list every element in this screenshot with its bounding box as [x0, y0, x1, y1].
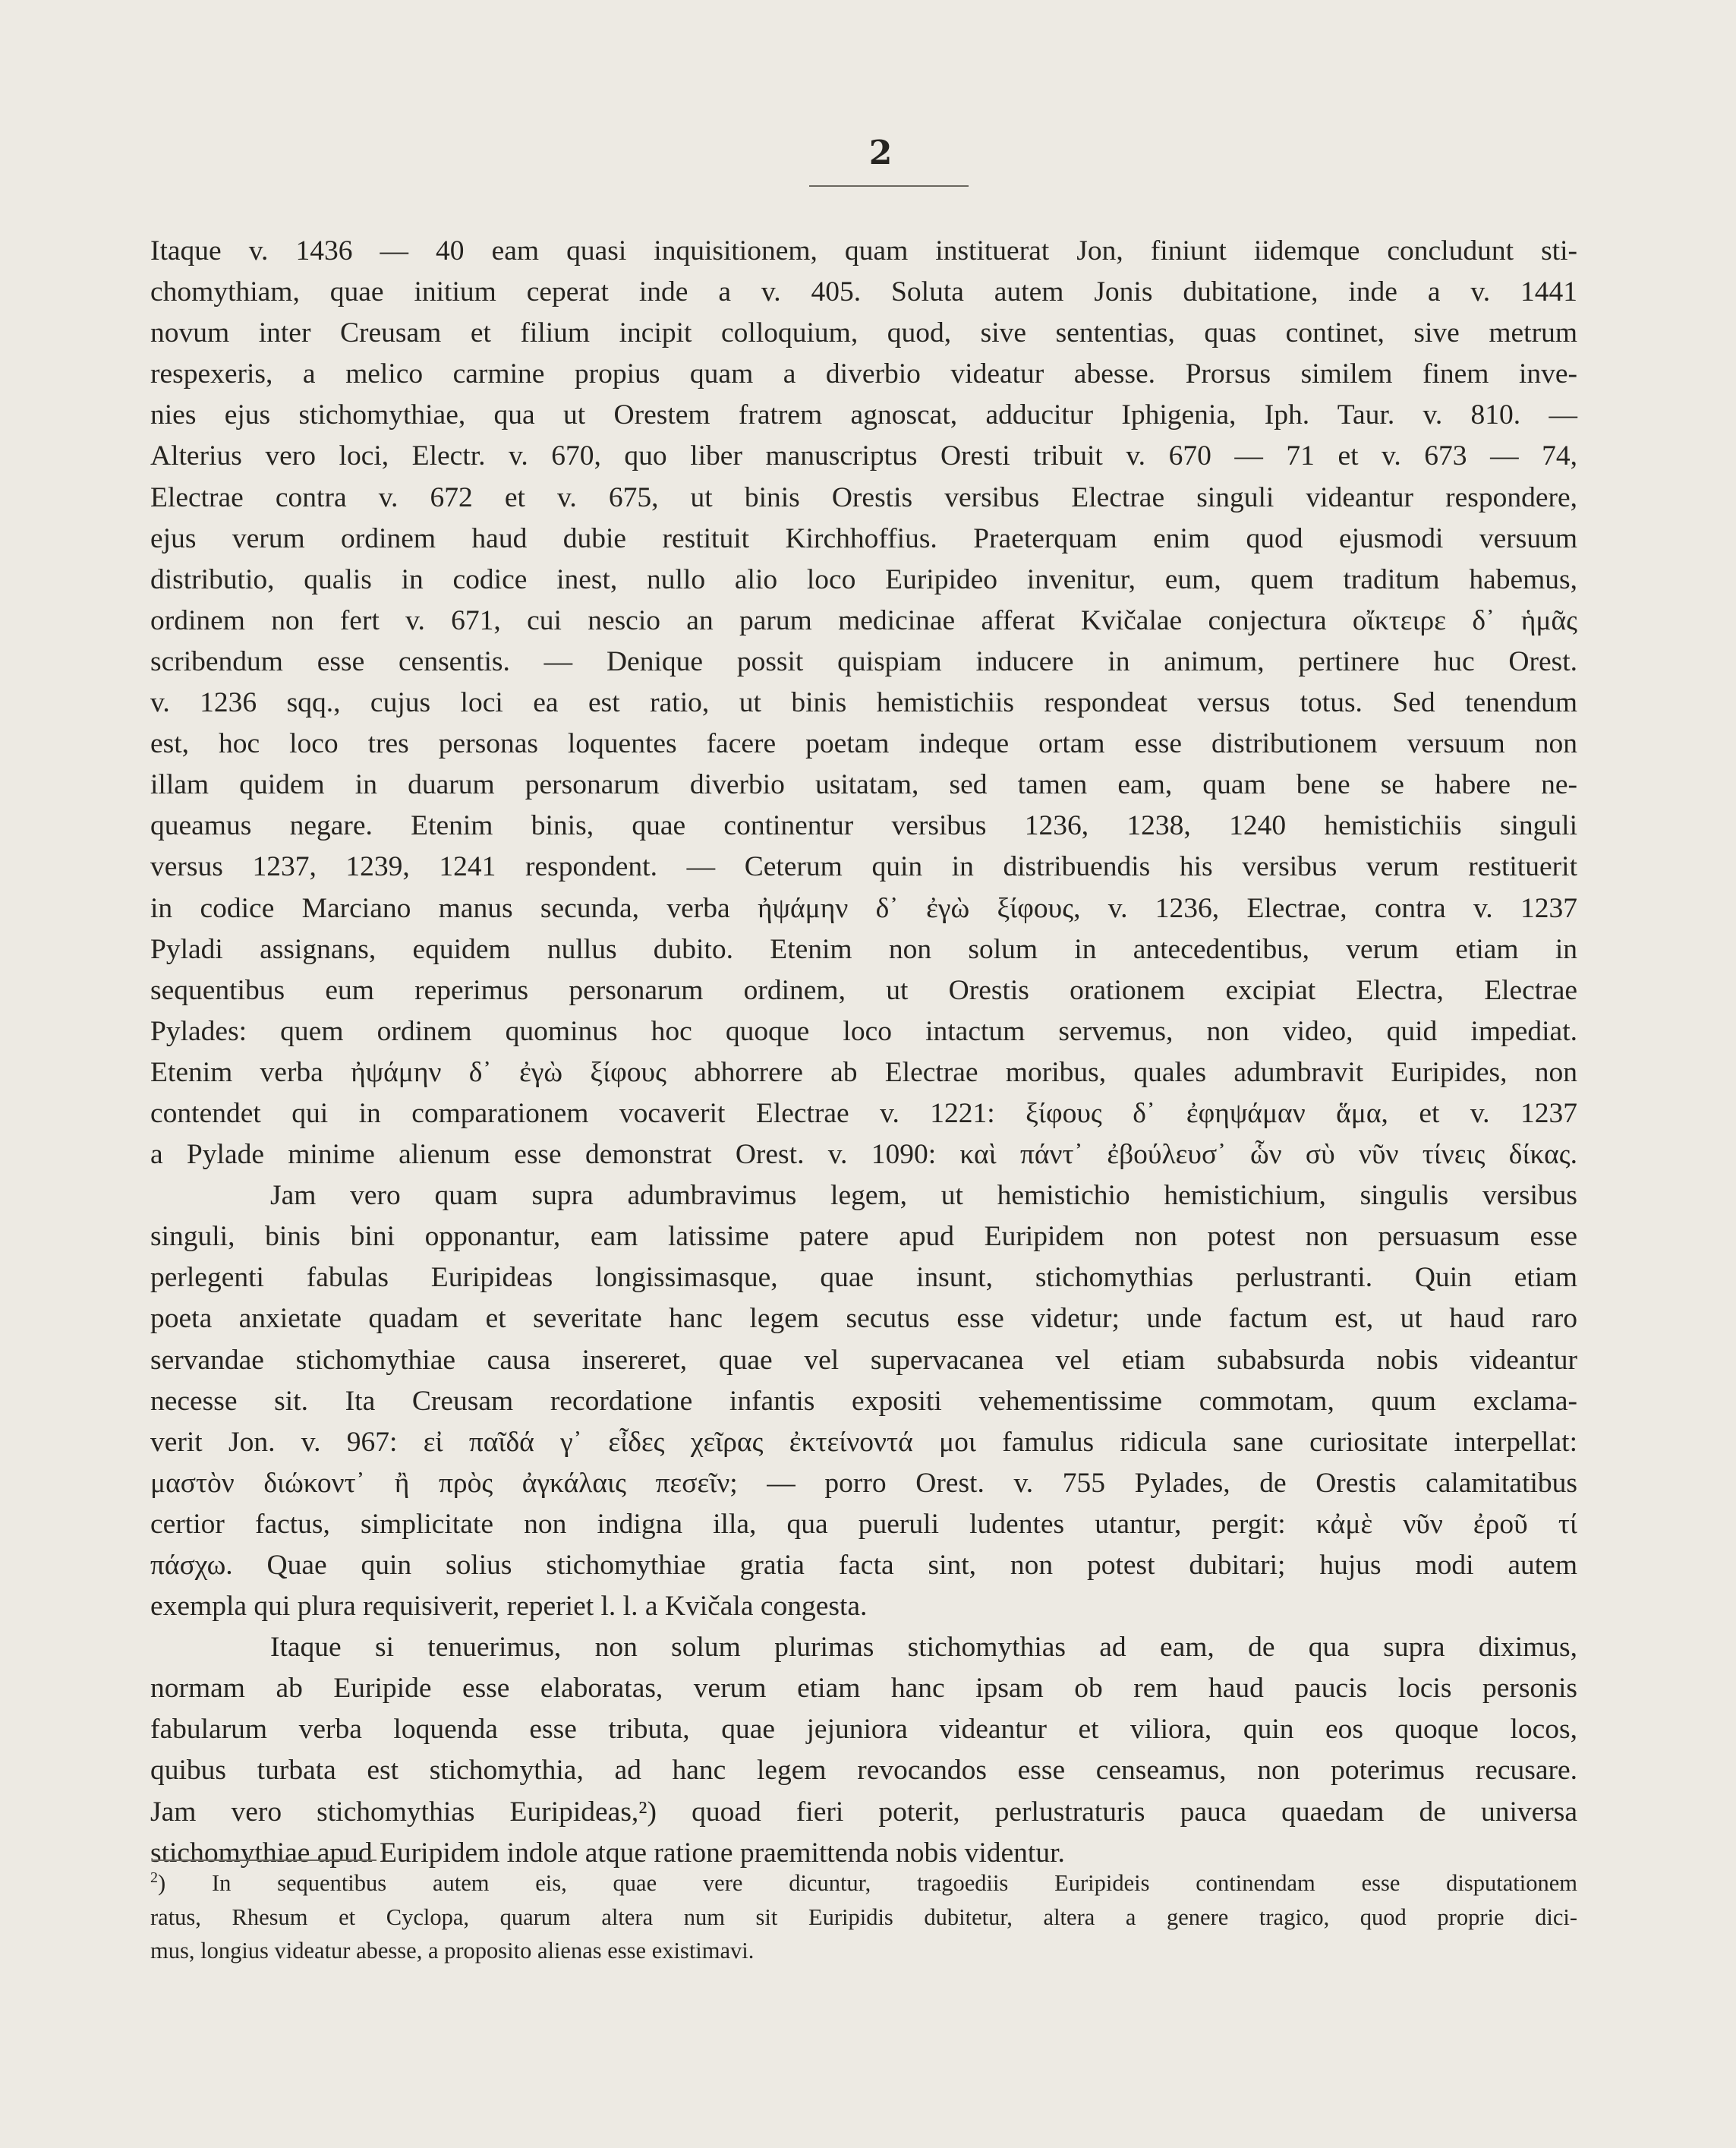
footnote-marker: 2 — [150, 1869, 158, 1886]
text-line: fabularum verba loquenda esse tributa, quae jejuniora videantur et viliora, quin eos quoque locos, — [150, 1714, 1577, 1746]
text-line: a Pylade minime alienum esse demonstrat Orest. v. 1090: καὶ πάντ᾽ ἐβούλευσ᾽ ὧν σὺ νῦν τίνεις δίκας. — [150, 1139, 1577, 1171]
text-line: versus 1237, 1239, 1241 respondent. — Ceterum quin in distribuendis his versibus verum restituerit — [150, 851, 1577, 883]
text-line: perlegenti fabulas Euripideas longissimasque, quae insunt, stichomythias perlustranti. Quin etiam — [150, 1262, 1577, 1294]
footnote-line: ratus, Rhesum et Cyclopa, quarum altera num sit Euripidis dubitetur, altera a genere tragico, quod proprie dici- — [150, 1904, 1577, 1930]
text-line: Jam vero quam supra adumbravimus legem, ut hemistichio hemistichium, singulis versibus — [270, 1180, 1577, 1212]
text-line: queamus negare. Etenim binis, quae continentur versibus 1236, 1238, 1240 hemistichiis singuli — [150, 810, 1577, 842]
text-line: nies ejus stichomythiae, qua ut Orestem fratrem agnoscat, adducitur Iphigenia, Iph. Taur. v. 810. — — [150, 399, 1577, 431]
text-line: est, hoc loco tres personas loquentes facere poetam indeque ortam esse distributionem versuum non — [150, 728, 1577, 760]
text-line: contendet qui in comparationem vocaverit Electrae v. 1221: ξίφους δ᾽ ἐφηψάμαν ἅμα, et v. 1237 — [150, 1097, 1577, 1129]
text-line: Etenim verba ἠψάμην δ᾽ ἐγὼ ξίφους abhorrere ab Electrae moribus, quales adumbravit Euripides, non — [150, 1056, 1577, 1088]
text-line: novum inter Creusam et filium incipit colloquium, quod, sive sententias, quas continet, sive metrum — [150, 317, 1577, 349]
text-line: Pyladi assignans, equidem nullus dubito. Etenim non solum in antecedentibus, verum etiam in — [150, 933, 1577, 965]
text-line: Pylades: quem ordinem quominus hoc quoque loco intactum servemus, non video, quid impediat. — [150, 1015, 1577, 1047]
text-line: Jam vero stichomythias Euripideas,²) quoad fieri poterit, perlustraturis pauca quaedam de universa — [150, 1796, 1577, 1828]
paragraph-3 — [150, 1627, 1577, 1874]
footnotes — [150, 1866, 1577, 1968]
text-line: chomythiam, quae initium ceperat inde a v. 405. Soluta autem Jonis dubitatione, inde a v. 1441 — [150, 276, 1577, 308]
text-line: Electrae contra v. 672 et v. 675, ut binis Orestis versibus Electrae singuli videantur respondere, — [150, 481, 1577, 513]
body-text — [150, 231, 1577, 1874]
text-line: normam ab Euripide esse elaboratas, verum etiam hanc ipsam ob rem haud paucis locis personis — [150, 1673, 1577, 1705]
text-line: sequentibus eum reperimus personarum ordinem, ut Orestis orationem excipiat Electra, Electrae — [150, 974, 1577, 1006]
text-line: in codice Marciano manus secunda, verba ἠψάμην δ᾽ ἐγὼ ξίφους, v. 1236, Electrae, contra v. 1237 — [150, 892, 1577, 924]
text-line: respexeris, a melico carmine propius quam a diverbio videatur abesse. Prorsus similem finem inve- — [150, 358, 1577, 390]
text-line: servandae stichomythiae causa insereret, quae vel supervacanea vel etiam subabsurda nobis videantur — [150, 1344, 1577, 1376]
text-line: singuli, binis bini opponantur, eam latissime patere apud Euripidem non potest non persuasum esse — [150, 1221, 1577, 1253]
footnote-line: mus, longius videatur abesse, a proposito alienas esse existimavi. — [150, 1938, 755, 1963]
text-line: quibus turbata est stichomythia, ad hanc legem revocandos esse censeamus, non poterimus recusare. — [150, 1755, 1577, 1787]
text-line: certior factus, simplicitate non indigna illa, qua pueruli ludentes utantur, pergit: κἀμὲ νῦν ἐροῦ τί — [150, 1508, 1577, 1540]
footnote-line — [150, 1866, 1577, 1900]
text-line: exempla qui plura requisiverit, reperiet l. l. a Kvičala congesta. — [150, 1591, 868, 1623]
page-number-rule — [809, 185, 969, 187]
text-line: poeta anxietate quadam et severitate hanc legem secutus esse videtur; unde factum est, ut haud raro — [150, 1303, 1577, 1335]
text-line: distributio, qualis in codice inest, nullo alio loco Euripideo invenitur, eum, quem traditum habemus, — [150, 563, 1577, 595]
text-line: necesse sit. Ita Creusam recordatione infantis expositi vehementissime commotam, quum exclama- — [150, 1385, 1577, 1417]
text-line: illam quidem in duarum personarum diverbio usitatam, sed tamen eam, quam bene se habere ne- — [150, 769, 1577, 801]
footnote-2 — [150, 1866, 1577, 1968]
text-line: Itaque si tenuerimus, non solum plurimas stichomythias ad eam, de qua supra diximus, — [270, 1632, 1577, 1664]
text-line: Itaque v. 1436 — 40 eam quasi inquisitionem, quam instituerat Jon, finiunt iidemque concludunt sti- — [150, 235, 1577, 267]
footnote-rule — [152, 1859, 377, 1861]
footnote-text: ) In sequentibus autem eis, quae vere dicuntur, tragoediis Euripideis continendam esse disputationem — [158, 1870, 1577, 1896]
text-line: stichomythiae apud Euripidem indole atque ratione praemittenda nobis videntur. — [150, 1837, 1065, 1869]
text-line: scribendum esse censentis. — Denique possit quispiam inducere in animum, pertinere huc Orest. — [150, 645, 1577, 677]
text-line: verit Jon. v. 967: εἰ παῖδά γ᾽ εἶδες χεῖρας ἐκτείνοντά μοι famulus ridicula sane curiositate interpellat: — [150, 1426, 1577, 1458]
paragraph-1 — [150, 231, 1577, 1175]
paragraph-2 — [150, 1175, 1577, 1627]
text-line: ejus verum ordinem haud dubie restituit Kirchhoffius. Praeterquam enim quod ejusmodi versuum — [150, 522, 1577, 554]
text-line: Alterius vero loci, Electr. v. 670, quo liber manuscriptus Oresti tribuit v. 670 — 71 et v. 673 — 74, — [150, 440, 1577, 472]
text-line: πάσχω. Quae quin solius stichomythiae gratia facta sint, non potest dubitari; hujus modi autem — [150, 1550, 1577, 1581]
page-number: 2 — [868, 134, 893, 172]
text-line: ordinem non fert v. 671, cui nescio an parum medicinae afferat Kvičalae conjectura οἴκτειρε δ᾽ ἡμᾶς — [150, 604, 1577, 636]
text-line: μαστὸν διώκοντ᾽ ἢ πρὸς ἀγκάλαις πεσεῖν; — porro Orest. v. 755 Pylades, de Orestis calamitatibus — [150, 1467, 1577, 1499]
text-line: v. 1236 sqq., cujus loci ea est ratio, ut binis hemistichiis respondeat versus totus. Sed tenendum — [150, 687, 1577, 719]
